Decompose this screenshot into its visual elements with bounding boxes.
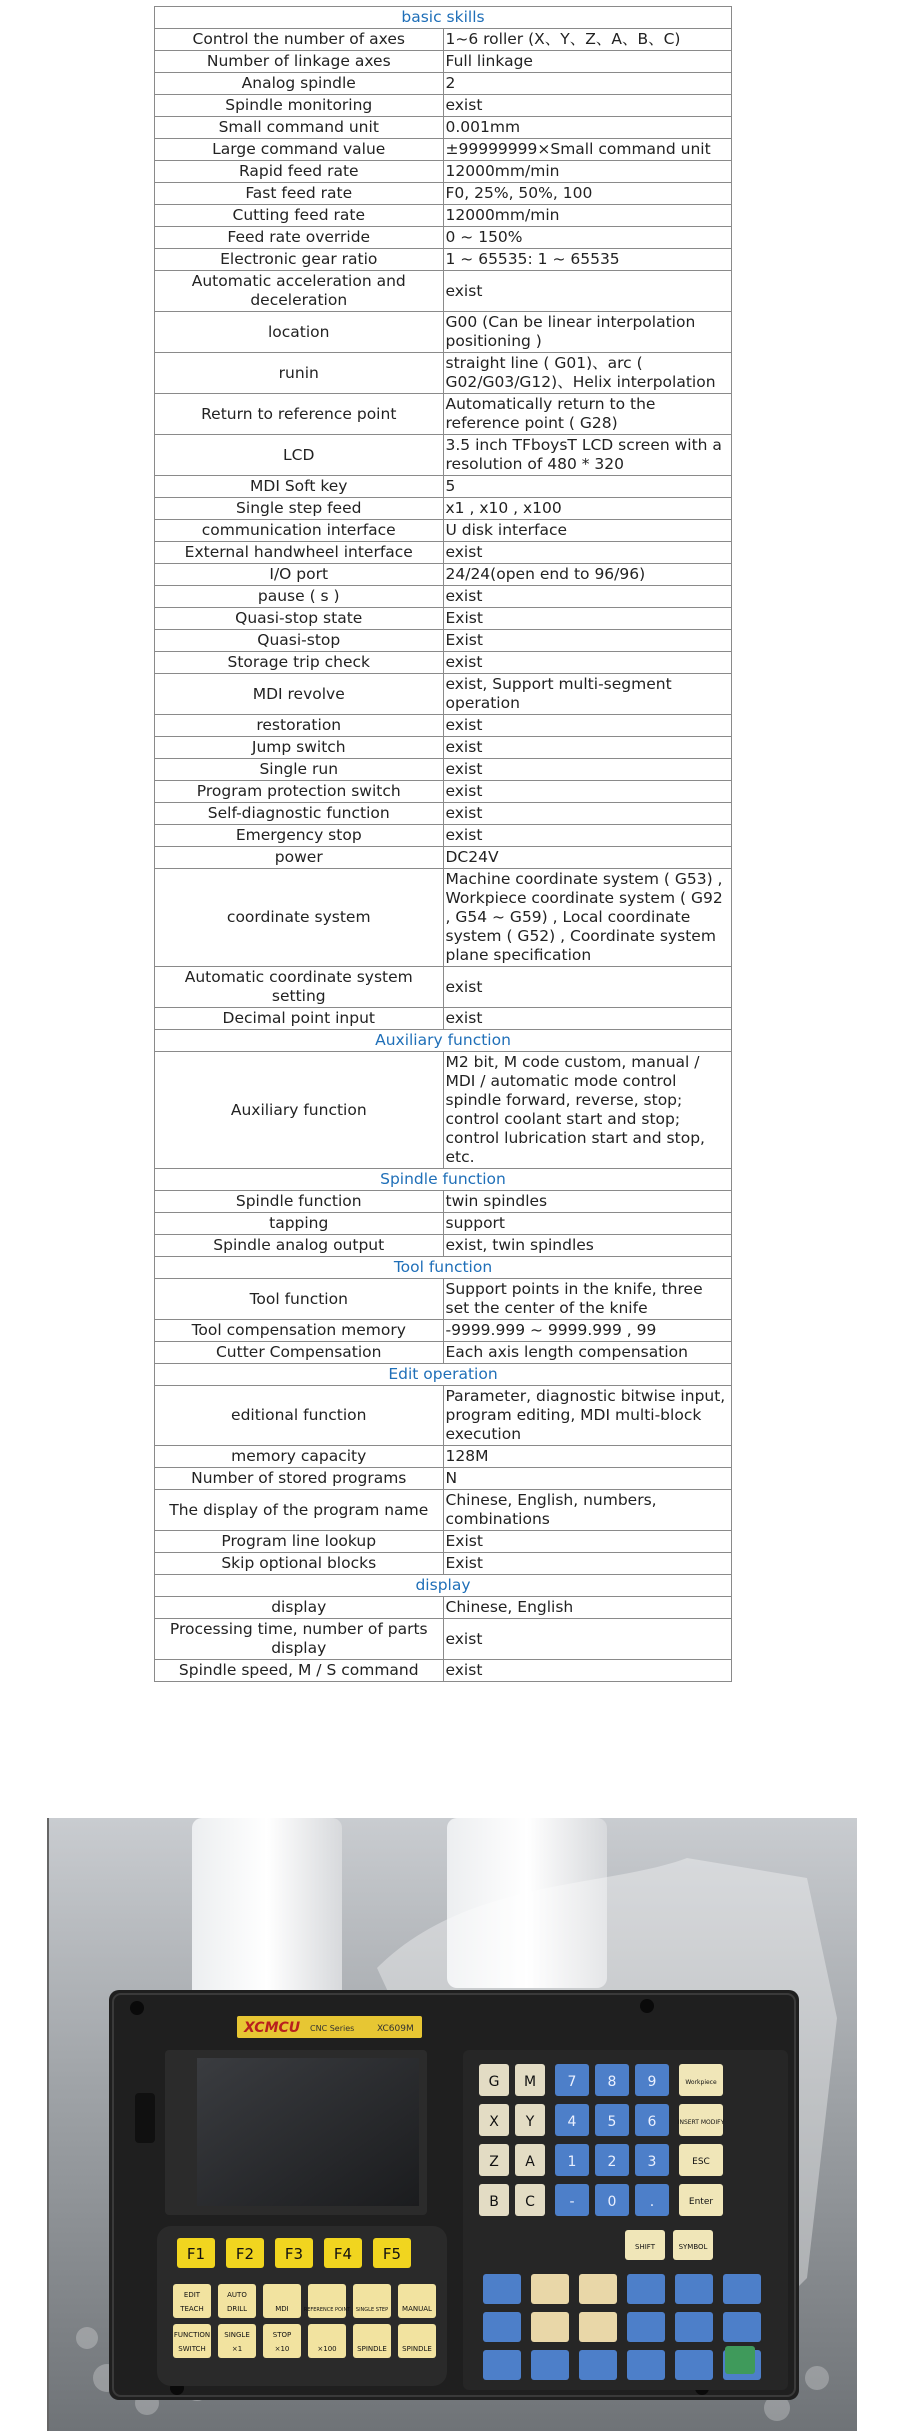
spec-row (155, 1279, 732, 1320)
letter-key-label: Z (489, 2154, 499, 2170)
spec-row (155, 1191, 732, 1213)
number-key-label: 0 (607, 2194, 617, 2210)
jog-key (675, 2274, 713, 2304)
spec-key: Storage trip check (155, 652, 444, 674)
spec-row (155, 803, 732, 825)
spec-key: Cutting feed rate (155, 205, 444, 227)
spec-row (155, 161, 732, 183)
spec-row (155, 1619, 732, 1660)
spec-key: Quasi-stop state (155, 608, 444, 630)
jog-key (723, 2274, 761, 2304)
spec-key: LCD (155, 435, 444, 476)
spec-row (155, 117, 732, 139)
spec-value: 0 ~ 150% (443, 227, 732, 249)
spec-key: Number of linkage axes (155, 51, 444, 73)
spec-key: power (155, 847, 444, 869)
spec-value: straight line ( G01)、arc ( G02/G03/G12)、Helix interpolation (443, 353, 732, 394)
spec-row (155, 737, 732, 759)
section-heading-tool-function: Tool function (155, 1257, 732, 1279)
letter-key-label: X (489, 2114, 499, 2130)
spec-row (155, 435, 732, 476)
spec-row (155, 1553, 732, 1575)
spec-value: 5 (443, 476, 732, 498)
spec-row (155, 825, 732, 847)
spec-value: Each axis length compensation (443, 1342, 732, 1364)
section-heading-row (155, 7, 732, 29)
jog-key (531, 2274, 569, 2304)
spec-value: exist, Support multi-segment operation (443, 674, 732, 715)
spec-row (155, 869, 732, 967)
spec-value: 12000mm/min (443, 205, 732, 227)
mode-key-bottom-label: ×10 (274, 2345, 290, 2353)
section-heading-row (155, 1257, 732, 1279)
spec-value: M2 bit, M code custom, manual / MDI / automatic mode control spindle forward, reverse, stop; control coolant start and stop; control lubrication start and stop, etc. (443, 1052, 732, 1169)
spec-key: Tool function (155, 1279, 444, 1320)
spec-value: exist (443, 737, 732, 759)
jog-key (579, 2312, 617, 2342)
spec-value: 2 (443, 73, 732, 95)
spec-row (155, 205, 732, 227)
spec-value: Chinese, English (443, 1597, 732, 1619)
spec-value: 3.5 inch TFboysT LCD screen with a resolution of 480 * 320 (443, 435, 732, 476)
function-key-label: F2 (235, 2245, 255, 2263)
spec-value: Full linkage (443, 51, 732, 73)
jog-key (675, 2312, 713, 2342)
spec-row (155, 630, 732, 652)
spec-key: Electronic gear ratio (155, 249, 444, 271)
mode-key-bottom-label: DRILL (226, 2305, 248, 2313)
spec-row (155, 967, 732, 1008)
spec-key: Processing time, number of parts display (155, 1619, 444, 1660)
spec-key: MDI Soft key (155, 476, 444, 498)
spec-row (155, 652, 732, 674)
section-heading-spindle-function: Spindle function (155, 1169, 732, 1191)
side-key-label: INSERT MODIFY (677, 2119, 725, 2126)
spec-value: exist (443, 586, 732, 608)
section-heading-row (155, 1030, 732, 1052)
side-key-label: Enter (688, 2197, 714, 2207)
spec-row (155, 1490, 732, 1531)
spec-row (155, 95, 732, 117)
letter-key-label: B (489, 2194, 499, 2210)
jog-key (723, 2312, 761, 2342)
spec-value: N (443, 1468, 732, 1490)
spec-key: Cutter Compensation (155, 1342, 444, 1364)
spec-key: Spindle speed, M / S command (155, 1660, 444, 1682)
spec-value: exist (443, 715, 732, 737)
spec-key: MDI revolve (155, 674, 444, 715)
spec-row (155, 73, 732, 95)
spec-row (155, 1446, 732, 1468)
spec-row (155, 608, 732, 630)
spec-key: Tool compensation memory (155, 1320, 444, 1342)
mode-key-bottom-label: ×1 (231, 2345, 243, 2353)
spec-key: Small command unit (155, 117, 444, 139)
letter-key-label: C (525, 2194, 535, 2210)
spec-row (155, 1531, 732, 1553)
image-left-line (47, 1818, 49, 2431)
spec-row (155, 1052, 732, 1169)
spec-value: exist (443, 759, 732, 781)
spec-value: Exist (443, 1531, 732, 1553)
spec-key: Auxiliary function (155, 1052, 444, 1169)
spec-row (155, 139, 732, 161)
mode-key-bottom-label: SWITCH (178, 2345, 206, 2353)
spec-key: Automatic coordinate system setting (155, 967, 444, 1008)
number-key-label: 1 (567, 2154, 577, 2170)
side-key-label: Workpiece (685, 2079, 717, 2086)
spec-key: Automatic acceleration and deceleration (155, 271, 444, 312)
spec-key: Analog spindle (155, 73, 444, 95)
spec-key: Single run (155, 759, 444, 781)
mode-key-bottom-label: TEACH (180, 2305, 204, 2313)
number-key-label: . (649, 2194, 655, 2210)
spec-key: Decimal point input (155, 1008, 444, 1030)
spec-row (155, 564, 732, 586)
jog-key (675, 2350, 713, 2380)
spec-key: coordinate system (155, 869, 444, 967)
jog-key (579, 2350, 617, 2380)
mode-key-top-label: FUNCTION (173, 2331, 211, 2339)
spec-row (155, 520, 732, 542)
spec-value: exist (443, 1008, 732, 1030)
jog-key (483, 2274, 521, 2304)
spec-key: Spindle analog output (155, 1235, 444, 1257)
section-heading-auxiliary-function: Auxiliary function (155, 1030, 732, 1052)
spec-row (155, 498, 732, 520)
mode-key-bottom-label: MANUAL (402, 2305, 432, 2313)
spec-value: G00 (Can be linear interpolation positioning ) (443, 312, 732, 353)
mode-key-top-label: SINGLE (224, 2331, 250, 2339)
section-heading-row (155, 1364, 732, 1386)
spec-value: exist (443, 95, 732, 117)
number-key-label: - (569, 2194, 575, 2210)
jog-key (579, 2274, 617, 2304)
letter-key-label: A (525, 2154, 535, 2170)
spec-row (155, 476, 732, 498)
spec-row (155, 353, 732, 394)
letter-key-label: G (488, 2074, 500, 2090)
function-key-label: F5 (382, 2245, 402, 2263)
spec-key: runin (155, 353, 444, 394)
letter-key-label: M (523, 2074, 537, 2090)
series-label: CNC Series (310, 2024, 355, 2033)
number-key-label: 5 (607, 2114, 617, 2130)
spec-value: Chinese, English, numbers, combinations (443, 1490, 732, 1531)
product-photo (47, 1818, 857, 2431)
spec-row (155, 1320, 732, 1342)
spec-key: pause ( s ) (155, 586, 444, 608)
jog-key (627, 2274, 665, 2304)
spec-row (155, 1235, 732, 1257)
spec-key: Skip optional blocks (155, 1553, 444, 1575)
spec-row (155, 542, 732, 564)
mode-key-bottom-label: REFERENCE POINT (303, 2307, 351, 2313)
section-heading-row (155, 1575, 732, 1597)
spec-value: 0.001mm (443, 117, 732, 139)
spec-value: Machine coordinate system ( G53) , Workpiece coordinate system ( G92 , G54 ~ G59) , Local coordinate system ( G52) , Coordinate system plane specification (443, 869, 732, 967)
mode-key-top-label: EDIT (183, 2291, 201, 2299)
spec-row (155, 249, 732, 271)
number-key-label: 9 (647, 2074, 657, 2090)
spec-value: exist (443, 652, 732, 674)
spec-key: Rapid feed rate (155, 161, 444, 183)
spec-key: restoration (155, 715, 444, 737)
lcd-screen (197, 2058, 419, 2206)
spec-value: exist (443, 781, 732, 803)
spec-key: The display of the program name (155, 1490, 444, 1531)
spec-key: Single step feed (155, 498, 444, 520)
mode-key-bottom-label: SPINDLE (357, 2345, 387, 2353)
jog-key (483, 2350, 521, 2380)
number-key-label: 6 (647, 2114, 657, 2130)
jog-key (531, 2312, 569, 2342)
spec-value: -9999.999 ~ 9999.999 , 99 (443, 1320, 732, 1342)
jog-key (627, 2350, 665, 2380)
letter-key-label: Y (525, 2114, 535, 2130)
section-heading-basic-skills: basic skills (155, 7, 732, 29)
spec-value: support (443, 1213, 732, 1235)
spec-row (155, 715, 732, 737)
section-heading-row (155, 1169, 732, 1191)
spec-row (155, 781, 732, 803)
spec-row (155, 227, 732, 249)
spec-key: Self-diagnostic function (155, 803, 444, 825)
spec-row (155, 1660, 732, 1682)
spec-row (155, 1468, 732, 1490)
spec-value: exist (443, 271, 732, 312)
spec-value: Support points in the knife, three set the center of the knife (443, 1279, 732, 1320)
spec-row (155, 1008, 732, 1030)
shift-key-label: SHIFT (635, 2243, 655, 2251)
number-key-label: 4 (567, 2114, 577, 2130)
spec-key: Feed rate override (155, 227, 444, 249)
spec-row (155, 183, 732, 205)
function-key-label: F1 (186, 2245, 206, 2263)
jog-key (531, 2350, 569, 2380)
spec-value: 1 ~ 65535: 1 ~ 65535 (443, 249, 732, 271)
mode-key-top-label: STOP (272, 2331, 292, 2339)
spec-key: Control the number of axes (155, 29, 444, 51)
spec-row (155, 394, 732, 435)
spec-value: 128M (443, 1446, 732, 1468)
mode-key-bottom-label: SINGLE STEP (355, 2307, 389, 2313)
spec-value: Exist (443, 608, 732, 630)
spec-key: memory capacity (155, 1446, 444, 1468)
number-key-label: 3 (647, 2154, 657, 2170)
spec-value: U disk interface (443, 520, 732, 542)
spec-value: exist (443, 825, 732, 847)
side-key-label: ESC (692, 2157, 710, 2167)
cnc-controller (109, 1990, 799, 2400)
spec-key: Program protection switch (155, 781, 444, 803)
shift-key-label: SYMBOL (678, 2243, 708, 2251)
jog-key (627, 2312, 665, 2342)
spec-value: 1~6 roller (X、Y、Z、A、B、C) (443, 29, 732, 51)
spec-key: Spindle function (155, 1191, 444, 1213)
spec-value: exist (443, 1619, 732, 1660)
spec-key: display (155, 1597, 444, 1619)
cycle-start-key (725, 2346, 755, 2374)
spec-key: Quasi-stop (155, 630, 444, 652)
spec-row (155, 674, 732, 715)
mode-key-bottom-label: MDI (275, 2305, 289, 2313)
model-label: XC609M (377, 2024, 414, 2034)
function-key-label: F4 (333, 2245, 353, 2263)
spec-value: exist (443, 803, 732, 825)
spec-row (155, 847, 732, 869)
spec-value: exist, twin spindles (443, 1235, 732, 1257)
brand-logo: XCMCU (244, 2020, 301, 2036)
section-heading-display: display (155, 1575, 732, 1597)
spec-row (155, 312, 732, 353)
foam-roll-left (192, 1818, 342, 2008)
spec-key: Number of stored programs (155, 1468, 444, 1490)
spec-key: Emergency stop (155, 825, 444, 847)
number-key-label: 7 (567, 2074, 577, 2090)
spec-row (155, 586, 732, 608)
mode-key-bottom-label: ×100 (317, 2345, 337, 2353)
spec-key: I/O port (155, 564, 444, 586)
spec-row (155, 1386, 732, 1446)
spec-value: twin spindles (443, 1191, 732, 1213)
spec-key: Return to reference point (155, 394, 444, 435)
spec-value: exist (443, 1660, 732, 1682)
spec-value: x1 , x10 , x100 (443, 498, 732, 520)
spec-key: editional function (155, 1386, 444, 1446)
spec-value: 24/24(open end to 96/96) (443, 564, 732, 586)
jog-key (483, 2312, 521, 2342)
spec-key: Program line lookup (155, 1531, 444, 1553)
spec-key: External handwheel interface (155, 542, 444, 564)
spec-key: Fast feed rate (155, 183, 444, 205)
spec-value: Exist (443, 1553, 732, 1575)
spec-key: Spindle monitoring (155, 95, 444, 117)
spec-value: ±99999999×Small command unit (443, 139, 732, 161)
spec-value: exist (443, 967, 732, 1008)
spec-key: tapping (155, 1213, 444, 1235)
spec-key: Jump switch (155, 737, 444, 759)
spec-value: Automatically return to the reference point ( G28) (443, 394, 732, 435)
spec-value: 12000mm/min (443, 161, 732, 183)
mode-key-top-label: AUTO (227, 2291, 247, 2299)
section-heading-edit-operation: Edit operation (155, 1364, 732, 1386)
spec-row (155, 271, 732, 312)
spec-table (154, 6, 732, 1682)
spec-key: location (155, 312, 444, 353)
spec-value: F0, 25%, 50%, 100 (443, 183, 732, 205)
spec-value: Parameter, diagnostic bitwise input, program editing, MDI multi-block execution (443, 1386, 732, 1446)
spec-value: exist (443, 542, 732, 564)
spec-row (155, 1342, 732, 1364)
spec-value: DC24V (443, 847, 732, 869)
spec-key: communication interface (155, 520, 444, 542)
spec-row (155, 51, 732, 73)
function-key-label: F3 (284, 2245, 304, 2263)
spec-key: Large command value (155, 139, 444, 161)
spec-value: Exist (443, 630, 732, 652)
spec-row (155, 759, 732, 781)
mode-key-bottom-label: SPINDLE (402, 2345, 432, 2353)
number-key-label: 2 (607, 2154, 617, 2170)
spec-row (155, 29, 732, 51)
number-key-label: 8 (607, 2074, 617, 2090)
spec-row (155, 1597, 732, 1619)
spec-row (155, 1213, 732, 1235)
